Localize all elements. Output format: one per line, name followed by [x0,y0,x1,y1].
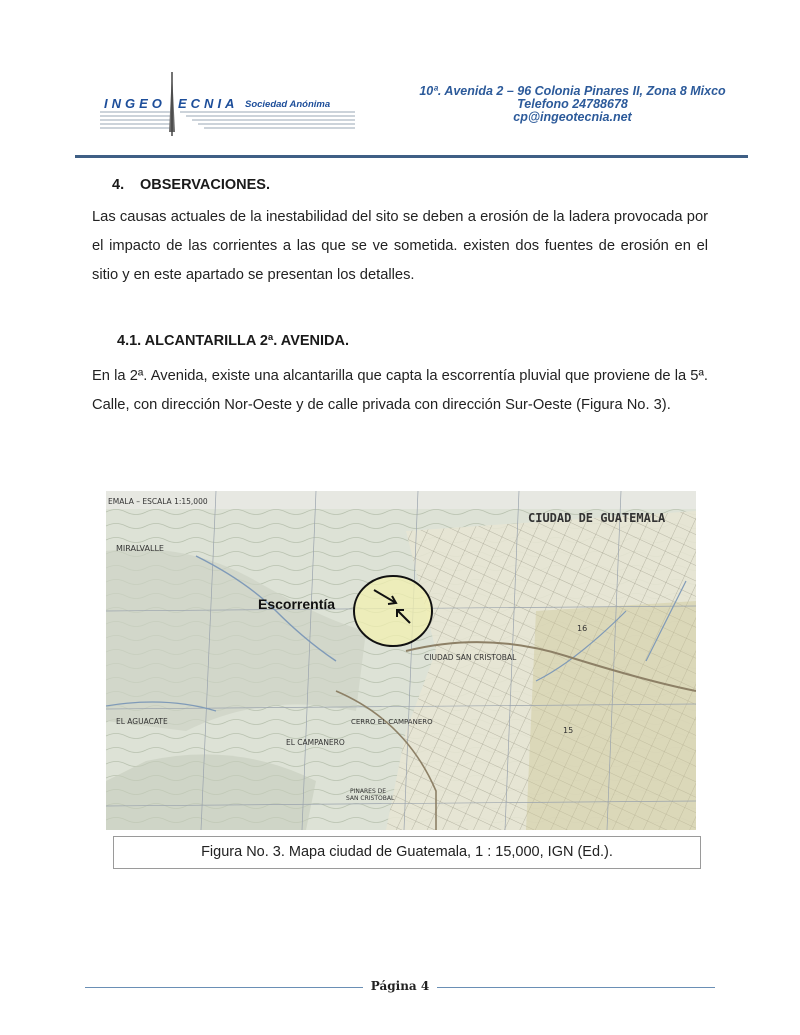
map-city-title: CIUDAD DE GUATEMALA [528,511,666,525]
page-number: Página 4 [370,979,430,993]
email-line: cp@ingeotecnia.net [513,110,632,124]
logo-company-type: Sociedad Anónima [245,99,331,110]
company-address [400,85,745,124]
subsection-paragraph: En la 2ª. Avenida, existe una alcantarilla que capta la escorrentía pluvial que proviene de la 5ª. Calle, con dirección Nor-Oeste y de calle privada con dirección Sur-Oeste (Figura No. 3). [92,368,708,413]
figure-caption: Figura No. 3. Mapa ciudad de Guatemala, 1 : 15,000, IGN (Ed.). [113,836,701,869]
company-logo [100,70,355,138]
section-heading [112,177,270,193]
phone-line: Telefono 24788678 [517,97,628,111]
runoff-highlight-circle [354,576,432,646]
map-label-cerro-el-campanero: CERRO EL CAMPANERO [351,718,433,726]
map-scale-label: EMALA – ESCALA 1:15,000 [108,497,208,506]
header-divider [75,155,748,158]
map-label-san-cristobal: SAN CRISTOBAL [346,795,395,802]
map-label-ciudad-san-cristobal: CIUDAD SAN CRISTOBAL [424,653,517,662]
logo-text-part1: INGEO [104,96,166,111]
logo-text-part2: ECNIA [178,96,239,111]
footer-line-right [437,987,715,988]
map-grid-15: 15 [563,726,574,735]
map-grid-16: 16 [577,624,588,633]
map-label-el-campanero: EL CAMPANERO [286,738,345,747]
address-line: 10ª. Avenida 2 – 96 Colonia Pinares II, Zona 8 Mixco [419,84,726,98]
map-label-pinares: PINARES DE [350,788,387,795]
map-label-miralvalle: MIRALVALLE [116,544,164,553]
footer-line-left [85,987,363,988]
section-title: OBSERVACIONES. [140,177,270,193]
runoff-label: Escorrentía [258,596,336,612]
section-paragraph: Las causas actuales de la inestabilidad del sito se deben a erosión de la ladera provocada por el impacto de las corrientes a las que se ve sometida. existen dos fuentes de erosión en el sitio y en este apartado se presentan los detalles. [92,209,708,283]
map-label-el-aguacate: EL AGUACATE [116,717,168,726]
section-number: 4. [112,177,125,193]
subsection-heading: 4.1. ALCANTARILLA 2ª. AVENIDA. [117,333,350,349]
topographic-map-figure [106,491,696,830]
